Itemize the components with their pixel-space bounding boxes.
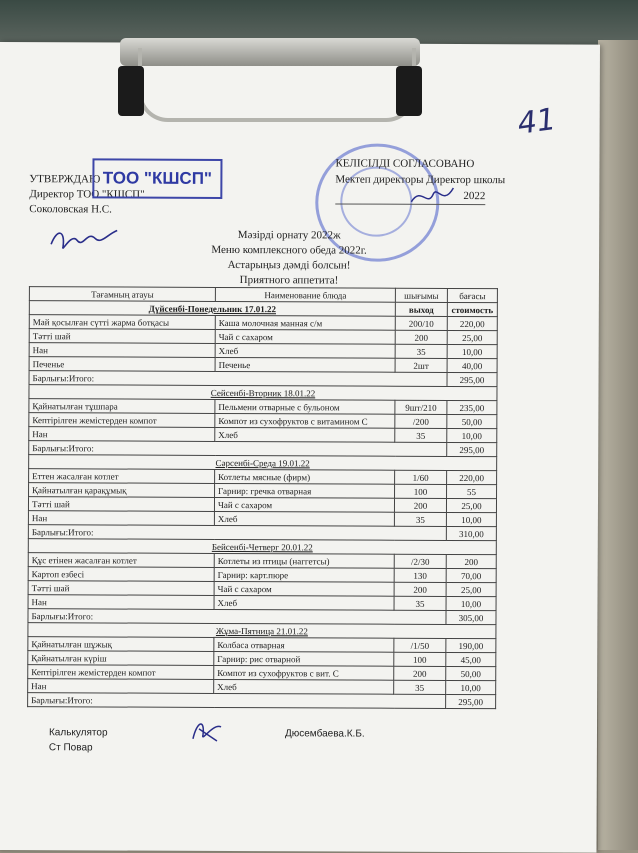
dish-output: 130 — [394, 568, 446, 582]
header-output-ru: выход — [395, 302, 447, 316]
company-stamp: ТОО "КШСП" — [92, 158, 222, 199]
menu-table — [27, 286, 498, 709]
dish-name-ru: Гарнир: гречка отварная — [215, 483, 395, 498]
dish-name-ru: Каша молочная манная с/м — [215, 315, 395, 330]
dish-price: 200 — [446, 554, 496, 568]
dish-name-ru: Компот из сухофруктов с вит. С — [214, 665, 394, 680]
total-price: 295,00 — [447, 442, 497, 456]
day-total-row — [28, 693, 496, 709]
heading-ru: Меню комплексного обеда 2022г. — [211, 243, 367, 257]
dish-price: 10,00 — [447, 428, 497, 442]
dish-price: 10,00 — [446, 680, 496, 694]
dish-name-kz: Кептірілген жемістерден компот — [28, 665, 214, 680]
heading-kz: Мәзірді орнату 2022ж — [237, 229, 341, 242]
dish-name-ru: Чай с сахаром — [214, 497, 394, 512]
dish-output: /1/50 — [394, 638, 446, 652]
dish-output: 100 — [395, 484, 447, 498]
dish-name-ru: Хлеб — [214, 511, 394, 526]
approval-name: Соколовская Н.С. — [29, 203, 112, 216]
day-title: Дүйсенбі-Понедельник 17.01.22 — [29, 301, 395, 317]
total-label: Барлығы:Итого: — [28, 609, 446, 625]
dish-price: 50,00 — [447, 414, 497, 428]
dish-price: 10,00 — [446, 512, 496, 526]
dish-name-kz: Тәтті шай — [29, 329, 215, 344]
agreement-year: 2022 — [335, 187, 485, 205]
dish-name-kz: Қайнатылған қарақұмық — [29, 483, 215, 498]
header-price: бағасы — [447, 288, 497, 302]
dish-price: 25,00 — [446, 582, 496, 596]
dish-price: 25,00 — [447, 330, 497, 344]
header-price-ru: стоимость — [447, 302, 497, 316]
dish-name-ru: Колбаса отварная — [214, 637, 394, 652]
dish-name-ru: Хлеб — [215, 343, 395, 358]
dish-name-kz: Қайнатылған тұшпара — [29, 399, 215, 414]
dish-output: 200 — [394, 498, 446, 512]
agreement-title: КЕЛІСІЛДІ СОГЛАСОВАНО — [335, 157, 475, 171]
dish-name-kz: Нан — [29, 343, 215, 358]
approval-position: Директор ТОО "КШСП" — [29, 188, 145, 201]
dish-name-ru: Пельмени отварные с бульоном — [215, 399, 395, 414]
dish-output: 35 — [395, 344, 447, 358]
dish-name-kz: Картоп езбесі — [28, 567, 214, 582]
total-label: Барлығы:Итого: — [28, 693, 446, 709]
dish-output: 35 — [394, 680, 446, 694]
handwritten-page-number: 41 — [515, 101, 559, 142]
cook-signature — [187, 715, 227, 745]
footer-name: Дюсембаева.К.Б. — [284, 728, 365, 740]
dish-name-ru: Хлеб — [215, 427, 395, 442]
dish-name-ru: Компот из сухофруктов с витамином С — [215, 413, 395, 428]
dish-name-kz: Печенье — [29, 357, 215, 372]
clipboard-wire — [138, 48, 416, 122]
dish-name-ru: Гарнир: карт.пюре — [214, 567, 394, 582]
dish-name-kz: Қайнатылған шұжық — [28, 637, 214, 652]
dish-output: 200 — [394, 582, 446, 596]
day-title: Сәрсенбі-Среда 19.01.22 — [29, 455, 497, 471]
header-output: шығымы — [395, 288, 447, 302]
dish-name-ru: Гарнир: рис отварной — [214, 651, 394, 666]
dish-output: 9шт/210 — [395, 400, 447, 414]
total-price: 305,00 — [446, 610, 496, 624]
school-director-signature — [407, 182, 457, 212]
dish-output: 200 — [395, 330, 447, 344]
dish-output: 100 — [394, 652, 446, 666]
greeting-kz: Астарыңыз дәмді болсын! — [227, 258, 351, 272]
dish-price: 40,00 — [447, 358, 497, 372]
dish-name-kz: Нан — [28, 679, 214, 694]
dish-price: 235,00 — [447, 400, 497, 414]
header-dish-kz: Тағамның атауы — [29, 287, 215, 302]
dish-name-ru: Котлеты из птицы (наггетсы) — [214, 553, 394, 568]
total-price: 310,00 — [446, 526, 496, 540]
dish-name-kz: Нан — [28, 511, 214, 526]
dish-price: 50,00 — [446, 666, 496, 680]
dish-price: 55 — [447, 484, 497, 498]
day-title: Сейсенбі-Вторник 18.01.22 — [29, 385, 497, 401]
dish-price: 190,00 — [446, 638, 496, 652]
dish-output: 35 — [394, 596, 446, 610]
dish-name-ru: Печенье — [215, 357, 395, 372]
dish-price: 45,00 — [446, 652, 496, 666]
dish-name-kz: Кептірілген жемістерден компот — [29, 413, 215, 428]
menu-heading — [109, 227, 469, 289]
clip-left-foot — [118, 66, 144, 116]
menu-sheet — [0, 42, 600, 853]
dish-price: 25,00 — [446, 498, 496, 512]
dish-name-ru: Хлеб — [214, 595, 394, 610]
dish-output: 35 — [395, 428, 447, 442]
dish-output: 200 — [394, 666, 446, 680]
footer-roles — [49, 725, 108, 755]
total-label: Барлығы:Итого: — [29, 441, 447, 457]
dish-name-kz: Құс етінен жасалған котлет — [28, 553, 214, 568]
dish-price: 10,00 — [446, 596, 496, 610]
dish-output: /2/30 — [394, 554, 446, 568]
dish-price: 220,00 — [447, 470, 497, 484]
total-price: 295,00 — [447, 372, 497, 386]
dish-output: 1/60 — [395, 470, 447, 484]
total-label: Барлығы:Итого: — [28, 525, 446, 541]
dish-name-ru: Котлеты мясные (фирм) — [215, 469, 395, 484]
dish-price: 220,00 — [447, 316, 497, 330]
role-calculator: Калькулятор — [48, 727, 108, 739]
total-label: Барлығы:Итого: — [29, 371, 447, 387]
dish-name-kz: Тәтті шай — [28, 497, 214, 512]
dish-name-kz: Нан — [29, 427, 215, 442]
dish-name-ru: Чай с сахаром — [214, 581, 394, 596]
day-title: Жұма-Пятница 21.01.22 — [28, 623, 496, 639]
dish-name-kz: Май қосылған сүтті жарма ботқасы — [29, 315, 215, 330]
dish-price: 10,00 — [447, 344, 497, 358]
dish-name-ru: Хлеб — [214, 679, 394, 694]
dish-output: 35 — [394, 512, 446, 526]
menu-table-body — [28, 287, 498, 709]
dish-name-kz: Тәтті шай — [28, 581, 214, 596]
day-title: Бейсенбі-Четверг 20.01.22 — [28, 539, 496, 555]
header-dish-ru: Наименование блюда — [215, 287, 395, 302]
dish-output: 2шт — [395, 358, 447, 372]
role-head-cook: Ст Повар — [48, 742, 93, 754]
dish-output: /200 — [395, 414, 447, 428]
clip-right-foot — [396, 66, 422, 116]
greeting-ru: Приятного аппетита! — [239, 274, 339, 287]
background-right-edge — [598, 40, 638, 850]
dish-name-kz: Қайнатылған күріш — [28, 651, 214, 666]
dish-name-kz: Еттен жасалған котлет — [29, 469, 215, 484]
total-price: 295,00 — [446, 694, 496, 708]
approval-title: УТВЕРЖДАЮ — [29, 173, 101, 186]
dish-price: 70,00 — [446, 568, 496, 582]
dish-output: 200/10 — [395, 316, 447, 330]
agreement-position: Мектеп директоры Директор школы — [335, 173, 506, 187]
dish-name-ru: Чай с сахаром — [215, 329, 395, 344]
dish-name-kz: Нан — [28, 595, 214, 610]
